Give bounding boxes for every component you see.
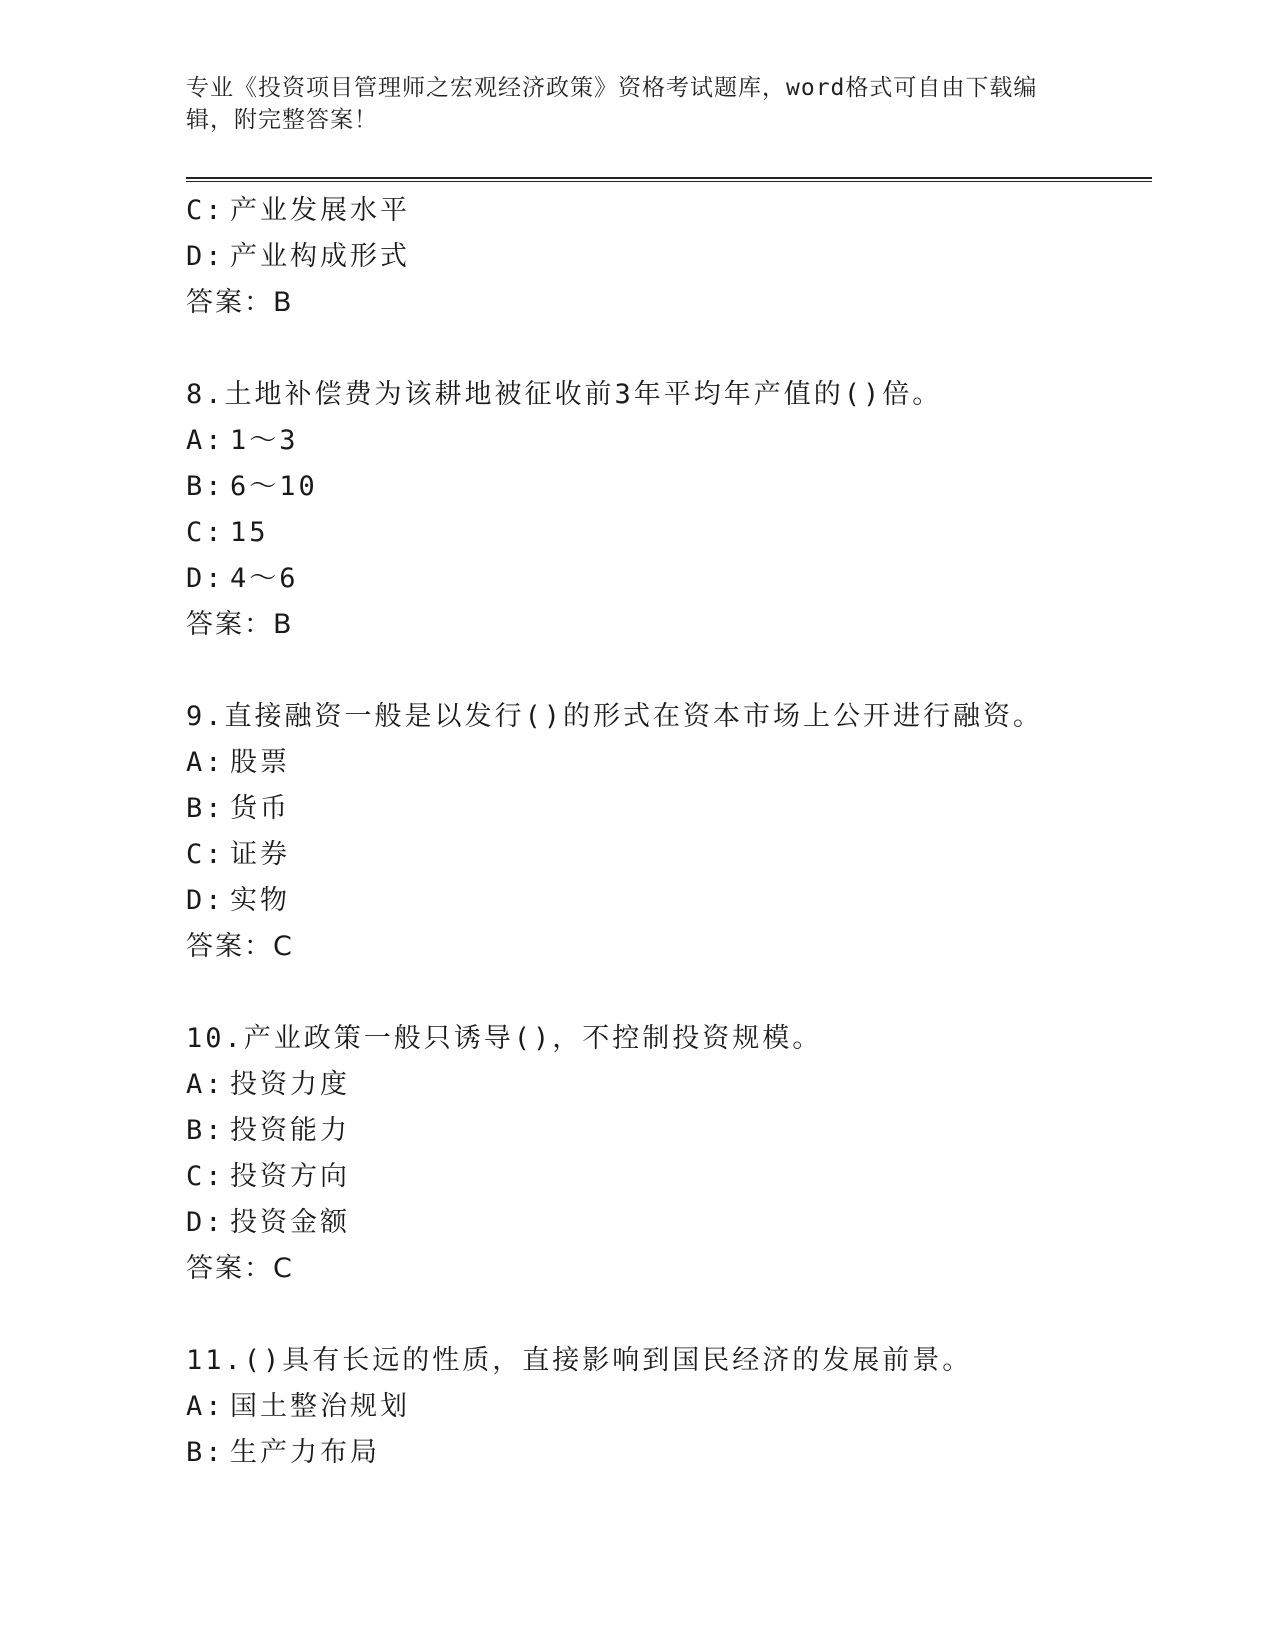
- option-row: [186, 464, 1152, 510]
- option-text: 投资方向: [230, 1161, 350, 1192]
- option-label: A:: [186, 425, 225, 456]
- option-label: C:: [186, 195, 225, 226]
- option-label: B:: [186, 471, 225, 502]
- option-label: D:: [186, 241, 225, 272]
- option-row: [186, 1108, 1152, 1154]
- option-text: 4～6: [230, 563, 299, 594]
- option-label: C:: [186, 517, 225, 548]
- option-label: B:: [186, 1115, 225, 1146]
- option-row: [186, 740, 1152, 786]
- option-text: 证券: [230, 839, 290, 870]
- option-row: [186, 786, 1152, 832]
- header-title-line-2: 辑，附完整答案！: [186, 107, 378, 133]
- option-label: B:: [186, 1437, 225, 1468]
- option-label: A:: [186, 1069, 225, 1100]
- option-label: D:: [186, 885, 225, 916]
- option-text: 实物: [230, 885, 290, 916]
- option-text: 1～3: [230, 425, 299, 456]
- option-label: C:: [186, 839, 225, 870]
- option-row: [186, 1430, 1152, 1476]
- option-text: 股票: [230, 747, 290, 778]
- question-stem: 9.直接融资一般是以发行()的形式在资本市场上公开进行融资。: [186, 701, 1044, 732]
- option-row: [186, 556, 1152, 602]
- header-title-line-1: 专业《投资项目管理师之宏观经济政策》资格考试题库，word格式可自由下载编: [186, 75, 1038, 101]
- option-row: [186, 1384, 1152, 1430]
- option-text: 投资能力: [230, 1115, 350, 1146]
- option-row: [186, 510, 1152, 556]
- question-list: [186, 188, 1152, 1476]
- option-row: [186, 1154, 1152, 1200]
- question-stem: 8.土地补偿费为该耕地被征收前3年平均年产值的()倍。: [186, 379, 943, 410]
- option-text: 产业构成形式: [230, 241, 410, 272]
- option-row: [186, 878, 1152, 924]
- question-stem: 11.()具有长远的性质，直接影响到国民经济的发展前景。: [186, 1345, 973, 1376]
- option-row: [186, 234, 1152, 280]
- document-header: [186, 72, 1066, 136]
- option-label: D:: [186, 563, 225, 594]
- answer-line: 答案：B: [186, 609, 294, 640]
- option-text: 15: [230, 517, 269, 548]
- answer-line: 答案：B: [186, 287, 294, 318]
- option-row: [186, 832, 1152, 878]
- option-text: 6～10: [230, 471, 318, 502]
- answer-line: 答案：C: [186, 931, 294, 962]
- option-row: [186, 418, 1152, 464]
- option-text: 投资力度: [230, 1069, 350, 1100]
- option-text: 货币: [230, 793, 290, 824]
- option-text: 生产力布局: [230, 1437, 380, 1468]
- option-label: B:: [186, 793, 225, 824]
- option-row: [186, 1062, 1152, 1108]
- option-text: 产业发展水平: [230, 195, 410, 226]
- answer-line: 答案：C: [186, 1253, 294, 1284]
- option-label: D:: [186, 1207, 225, 1238]
- option-label: A:: [186, 1391, 225, 1422]
- option-text: 投资金额: [230, 1207, 350, 1238]
- header-divider: [186, 177, 1152, 182]
- option-label: C:: [186, 1161, 225, 1192]
- option-label: A:: [186, 747, 225, 778]
- option-row: [186, 1200, 1152, 1246]
- option-text: 国土整治规划: [230, 1391, 410, 1422]
- option-row: [186, 188, 1152, 234]
- question-stem: 10.产业政策一般只诱导()，不控制投资规模。: [186, 1023, 823, 1054]
